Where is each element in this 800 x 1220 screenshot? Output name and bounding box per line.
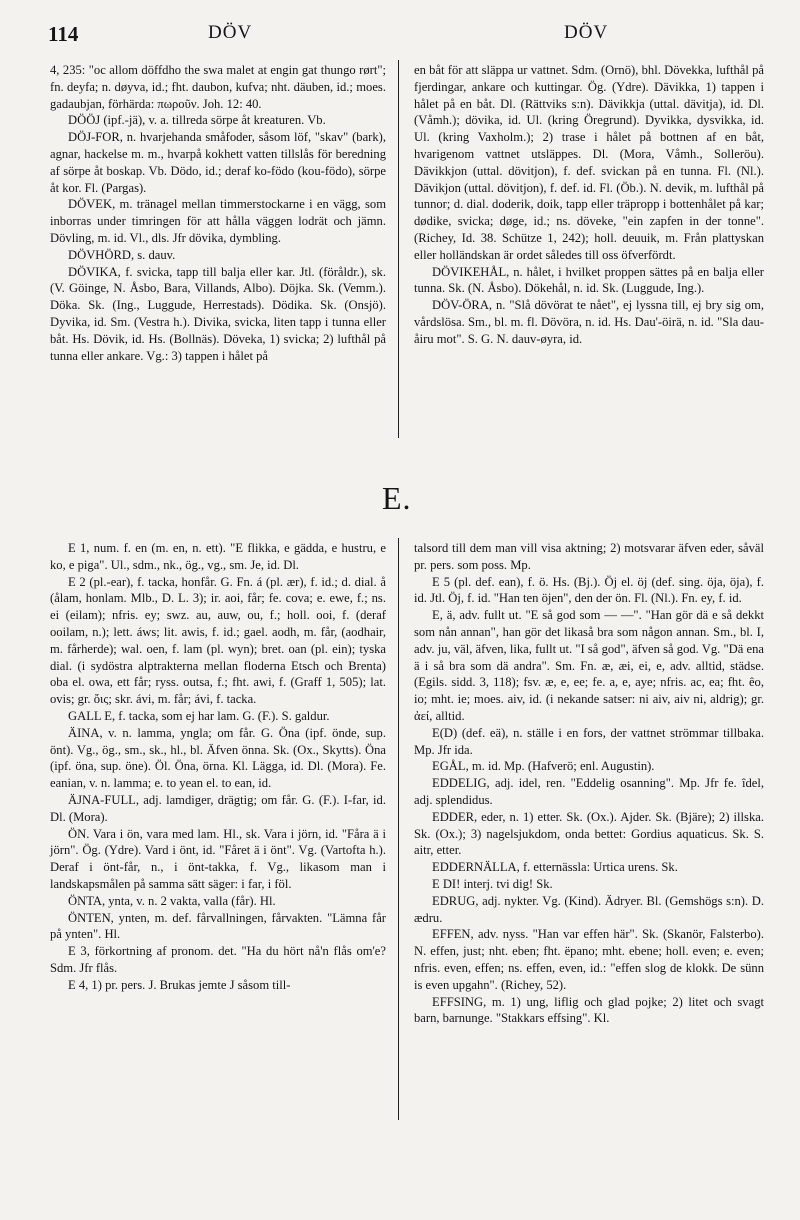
column-top-right [414,62,764,348]
dictionary-entry: EDDELIG, adj. idel, ren. "Eddelig osanning". Mp. Jfr fe. îdel, adj. splendidus. [414,776,764,807]
dictionary-entry: E DI! interj. tvi dig! Sk. [432,876,553,891]
dictionary-entry: ÖNTEN, ynten, m. def. fårvallningen, fårvakten. "Lämna får på ynten". Hl. [50,910,386,942]
dictionary-entry: EDDERNÄLLA, f. etternässla: Urtica urens. Sk. [432,860,678,875]
dictionary-entry: E 4, 1) pr. pers. J. Brukas jemte J såsom till- [68,977,291,992]
column-bottom-right [414,540,764,1027]
column-top-left [50,62,386,364]
page-number: 114 [48,22,79,46]
dictionary-entry: E 3, förkortning af pronom. det. "Ha du hört nå'n flås om'e? Sdm. Jfr flås. [50,944,386,975]
dictionary-entry: E(D) (def. eä), n. ställe i en fors, der vattnet strömmar tillbaka. Mp. Jfr ida. [414,725,764,757]
dictionary-entry: E, ä, adv. fullt ut. "E så god som — —". "Han gör dä e så dekkt som nån annan", han gör det likaså bra som någon annan. Sm., bl. I, adv. ju, väl, äfven, lika, fullt ut. "I så god", äfven så god. Vg. "Dä ena ä i så bra som dä andra". Sm. Fn. æ, æi, ei, e, adv. alltid, städse. (Egils. sidd. 3, 118); fsv. æ, e, ee; fe. a, e, aye; nfris. ac, ea; fht. êo, io; mht. ie; moes. aiv, id. (i nekande satser: ni aiv, aiv ni, aldrig); gr. ἀεί, alltid. [414,608,764,723]
dictionary-entry: DÖVHÖRD, s. dauv. [68,247,176,262]
entry-continuation: en båt för att släppa ur vattnet. Sdm. (Ornö), bhl. Dövekka, lufthål på fjerdingar, ankare och kuttingar. Ög. (Ydre). Dävikka, 1) tappen i hålet på en båt. Dl. (Rättviks s:n). Dävikkja (uttal. dävitja), id. Dl. (Våmh.); dövika, id. Ul. (kring Öregrund). Dyvikka, dysvikka, id. Ul. (kring Vaxholm.); 2) trase i hålet på bottnen af en båt, hvarigenom vattnet utsläppes. Dl. (Mora, Våmh., Solleröu). Dävikkjon (uttal. dövitjon), f. def. svickan på en tunna. Fl. (Nl.). Dävikjon (uttal. dövitjon), f. def. id. Fl. (Öb.). N. devik, m. lufthål på tunnor; d. dial. doderik, doik, tapp eller träpropp i bottenhålet på kar; dødike, svicka; døge, id.; ns. döveke, "ein zapfen in der tonne". (Richey, Id. 38. Schütze 1, 242); holl. deuuik, m. Från plattyskan eller holländskan är ordet således till oss öfverfördt. [414,63,764,262]
dictionary-entry: DÖVIKA, f. svicka, tapp till balja eller kar. Jtl. (föråldr.), sk. (V. Göinge, N. Åsbo, Bara, Villands, Albo). Döjka. Sk. (Vemm.). Döka. Sk. (Ing., Luggude, Herrestads). Dödika. Sk. (Onsjö). Dyvika, id. Sm. (Vestra h.). Divika, svicka, liten tapp i tunna eller båt. Hs. Dövik, id. Hs. (Bollnäs). Döveka, 1) svicka; 2) lufthål på tunna eller ankare. Vg.: 3) tappen i hålet på [50,264,386,363]
dictionary-entry: DÖJ-FOR, n. hvarjehanda småfoder, såsom löf, "skav" (bark), agnar, hackelse m. m., hvarpå kokhett vatten tillslås för beredning af sörpe åt boskap. Vb. Dödo, id.; deraf ko-födo (kou-födo), sörpe åt kor. Fl. (Pargas). [50,130,386,195]
dictionary-entry: ÄJNA-FULL, adj. lamdiger, drägtig; om får. G. (F.). I-far, id. Dl. (Mora). [50,792,386,824]
entry-continuation: 4, 235: "oc allom döffdho the swa malet at engin gat thungo rørt"; fn. deyfa; n. døyva, id.; fht. daubon, kufva; nht. däuben, id.; moes. gadaubjan, förhärda: πωροῦν. Joh. 12: 40. [50,63,386,111]
column-divider-bottom [398,538,399,1120]
column-bottom-left [50,540,386,994]
section-letter: E. [382,480,412,516]
dictionary-entry: DÖÖJ (ipf.-jä), v. a. tillreda sörpe åt kreaturen. Vb. [68,113,326,128]
dictionary-entry: DÖV-ÖRA, n. "Slå dövörat te nået", ej lyssna till, ej bry sig om, vårdslösa. Sm., bl. m. fl. Dövöra, n. id. Hs. Dau'-öirä, n. id. "Sla dau-åiru mot". S. G. N. dauv-øyra, id. [414,298,764,346]
dictionary-entry: ÖNTA, ynta, v. n. 2 vakta, valla (får). Hl. [68,893,276,908]
dictionary-entry: EDRUG, adj. nykter. Vg. (Kind). Ädryer. Bl. (Gemshögs s:n). D. ædru. [414,893,764,925]
dictionary-entry: ÄINA, v. n. lamma, yngla; om får. G. Öna (ipf. önde, sup. önt). Vg., ög., sm., sk., hl., bl. Äfven önna. Sk. (Ox., Skytts). Öna (ipf. öna, sup. öne). Öl. Öna, örna. Kl. Lägga, id. Dl. (Mora). Fe. eanian, v. n. lamma; e. to yean el. to ean, id. [50,725,386,791]
dictionary-entry: ÖN. Vara i ön, vara med lam. Hl., sk. Vara i jörn, id. "Fåra ä i jörn". Ög. (Ydre). Vard i önt, id. "Fåret ä i önt". Vg. (Vartofta h.). Deraf i önt-får, n., i önt-takka, f. Vg., likasom man i landskapsmålen på samma sätt säger: i far, i föl. [50,826,386,891]
dictionary-entry: E 2 (pl.-ear), f. tacka, honfår. G. Fn. á (pl. ær), f. id.; d. dial. å (ålam, honlam. Mlb., D. L. 3); ir. aoi, får; fe. cova; e. ewe, f.; ns. ei (eilam); nfris. ey; swz. au, auw, ou, f.; holl. ooi, f. (deraf ooilam, n.); lett. áws; lit. awis, f. id.; gael. aodh, m. får, (aodhair, m. fårherde); wal. oen, f. lam (pl. wyn); bret. oan (pl. ein); tyska dial. (i sydöstra alptrakterna mellan floderna Etsch och Brenta) oba el. owa, ett får; ryss. outsa, f.; fht. awi, f. (Graff 1, 505); lat. ovis; gr. ὄις; skr. ávi, m. får; ávi, f. tacka. [50,574,386,707]
dictionary-entry: E 5 (pl. def. ean), f. ö. Hs. (Bj.). Öj el. öj (def. sing. öja, öja), f. id. Jtl. Öj, f. id. "Han ten öjen", den der ön. Fl. (Nl.). Fn. ey, f. id. [414,574,764,606]
page-header [48,22,768,52]
dictionary-entry: DÖVIKEHÅL, n. hålet, i hvilket proppen sättes på en balja eller tunna. Sk. (N. Åsbo). Dökehål, n. id. Sk. (Luggude, Ing.). [414,264,764,296]
dictionary-entry: EGÅL, m. id. Mp. (Hafverö; enl. Augustin). [432,759,655,774]
entry-continuation: talsord till dem man vill visa aktning; 2) motsvarar äfven eder, såväl pr. pers. som poss. Mp. [414,541,764,572]
column-divider-top [398,60,399,438]
dictionary-entry: EDDER, eder, n. 1) etter. Sk. (Ox.). Ajder. Sk. (Bjäre); 2) illska. Sk. (Ox.); 3) nagelsjukdom, onda bettet: Gordius aquaticus. Sk. S. aitr, etter. [414,809,764,858]
dictionary-entry: DÖVEK, m. tränagel mellan timmerstockarne i en vägg, som inborras under timringen för att hålla väggen lodrät och jämn. Dövling, m. id. Vl., dls. Jfr dövika, dymbling. [50,197,386,245]
dictionary-entry: EFFEN, adv. nyss. "Han var effen här". Sk. (Skanör, Falsterbo). N. effen, just; nht. eben; fht. ëpano; mht. ebene; holl. even; e. even; nfris. even, effen; ns. effen, even, id.: "effen slog de klokk. De sünn is even upgahn". (Richey, 52). [414,927,764,992]
running-headword-left: DÖV [208,22,253,43]
running-headword-right: DÖV [564,22,609,43]
dictionary-entry: E 1, num. f. en (m. en, n. ett). "E flikka, e gädda, e hustru, e ko, e piga". Ul., sdm., nk., ög., vg., sm. Je, id. Dl. [50,541,386,572]
dictionary-entry: EFFSING, m. 1) ung, liflig och glad pojke; 2) litet och svagt barn, barnunge. "Stakkars effsing". Kl. [414,994,764,1026]
dictionary-entry: GALL E, f. tacka, som ej har lam. G. (F.). S. galdur. [68,708,330,723]
